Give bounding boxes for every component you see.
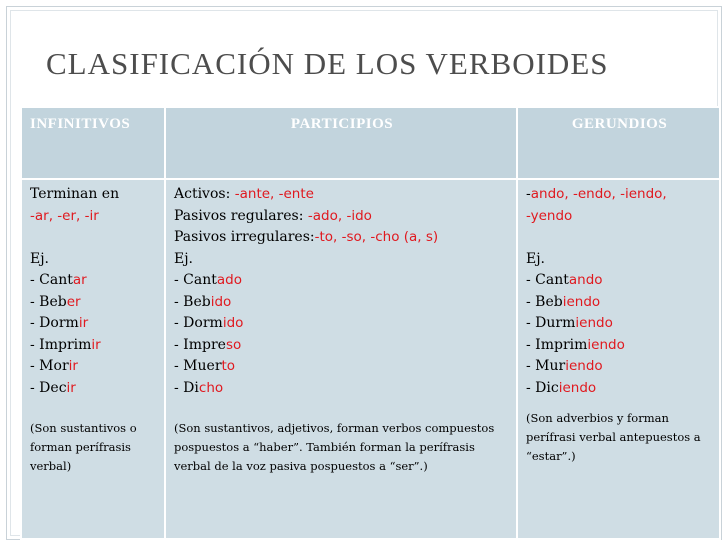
example-item: - Bebiendo xyxy=(526,293,601,310)
infinitivos-ej: Ej. xyxy=(30,250,50,267)
content-row xyxy=(21,179,720,539)
infinitivos-note: (Son sustantivos o forman perífrasis verbal) xyxy=(30,421,137,473)
example-item: - Muerto xyxy=(174,358,236,374)
example-item: - Morir xyxy=(30,358,78,374)
cell-infinitivos xyxy=(21,179,165,539)
spacer xyxy=(30,227,158,249)
participios-ej: Ej. xyxy=(174,250,194,267)
verboides-table xyxy=(20,106,721,540)
spacer xyxy=(526,227,713,249)
example-item: - Cantando xyxy=(526,272,603,288)
example-item: - Imprimiendo xyxy=(526,336,625,353)
cell-participios xyxy=(165,179,517,539)
example-item: - Beber xyxy=(30,293,81,310)
participios-irregulares: Pasivos irregulares:-to, -so, -cho (a, s) xyxy=(174,229,439,245)
gerundios-ej: Ej. xyxy=(526,250,546,267)
cell-gerundios xyxy=(517,179,720,539)
gerundios-note: (Son adverbios y forman perífrasi verbal antepuestos a “estar”.) xyxy=(526,411,701,463)
example-item: - Muriendo xyxy=(526,358,603,374)
example-item: - Diciendo xyxy=(526,379,597,396)
header-participios: PARTICIPIOS xyxy=(165,107,517,179)
example-item: - Cantado xyxy=(174,272,242,288)
example-item: - Imprimir xyxy=(30,336,101,353)
example-item: - Dormir xyxy=(30,315,89,331)
participios-note: (Son sustantivos, adjetivos, forman verbos compuestos pospuestos a “haber”. También forman la perífrasis verbal de la voz pasiva pospuestos a “ser”.) xyxy=(174,421,495,473)
header-infinitivos: INFINITIVOS xyxy=(21,107,165,179)
example-item: - Durmiendo xyxy=(526,315,613,331)
header-gerundios: GERUNDIOS xyxy=(517,107,720,179)
infinitivos-endings: -ar, -er, -ir xyxy=(30,207,99,224)
header-row xyxy=(21,107,720,179)
example-item: - Cantar xyxy=(30,272,87,288)
example-item: - Impreso xyxy=(174,336,242,353)
example-item: - Dicho xyxy=(174,379,224,396)
gerundios-endings: -ando, -endo, -iendo, xyxy=(526,186,667,202)
example-item: - Dormido xyxy=(174,315,244,331)
participios-regulares: Pasivos regulares: -ado, -ido xyxy=(174,207,372,224)
example-item: - Bebido xyxy=(174,293,232,310)
infinitivos-intro: Terminan en xyxy=(30,186,120,202)
slide-title: CLASIFICACIÓN DE LOS VERBOIDES xyxy=(46,46,609,81)
example-item: - Decir xyxy=(30,379,76,396)
participios-activos: Activos: -ante, -ente xyxy=(174,186,314,202)
gerundios-endings-2: -yendo xyxy=(526,207,573,224)
